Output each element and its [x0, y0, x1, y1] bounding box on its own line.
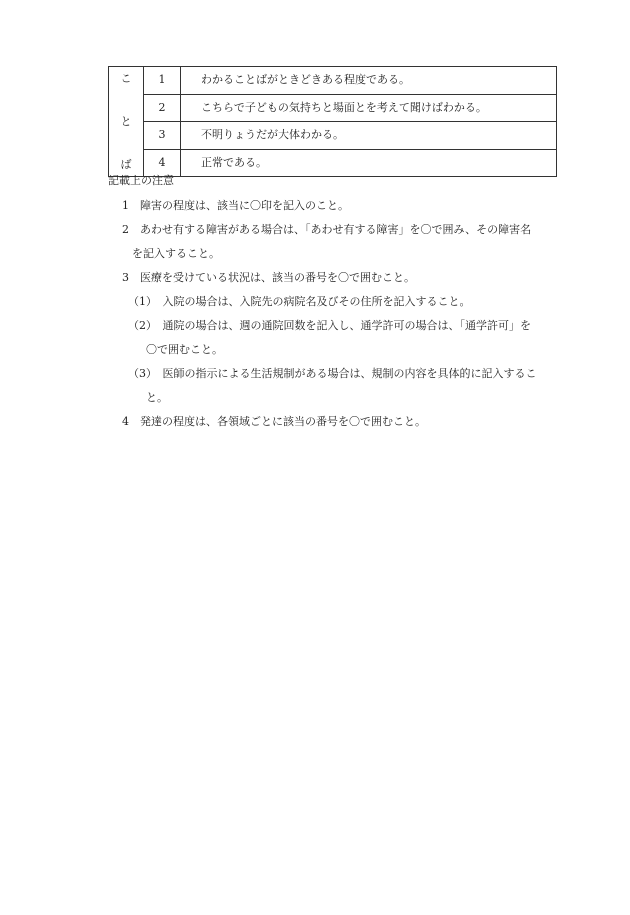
note-subitem: （1） 入院の場合は、入院先の病院名及びその住所を記入すること。 [128, 295, 471, 308]
table-row [109, 122, 557, 150]
table-row [109, 94, 557, 122]
category-char: こ [120, 72, 132, 85]
note-continuation: を記入すること。 [132, 247, 220, 260]
note-continuation: と。 [146, 391, 168, 404]
kotoba-table [108, 66, 557, 177]
row-number: 1 [144, 67, 181, 95]
row-description: 正常である。 [181, 149, 557, 177]
note-item: 2 あわせ有する障害がある場合は、「あわせ有する障害」を〇で囲み、その障害名 [122, 223, 532, 236]
note-item: 1 障害の程度は、該当に〇印を記入のこと。 [122, 199, 349, 212]
row-description: わかることばがときどきある程度である。 [181, 67, 557, 95]
row-description: 不明りょうだが大体わかる。 [181, 122, 557, 150]
table-row [109, 149, 557, 177]
note-subitem: （2） 通院の場合は、週の通院回数を記入し、通学許可の場合は、「通学許可」を [128, 319, 531, 332]
category-char: と [120, 115, 132, 128]
note-item: 4 発達の程度は、各領域ごとに該当の番号を〇で囲むこと。 [122, 415, 426, 428]
note-continuation: 〇で囲むこと。 [146, 343, 223, 356]
notes-title: 記載上の注意 [108, 174, 174, 187]
category-cell [109, 67, 144, 177]
row-number: 4 [144, 149, 181, 177]
row-number: 3 [144, 122, 181, 150]
row-description: こちらで子どもの気持ちと場面とを考えて聞けばわかる。 [181, 94, 557, 122]
note-item: 3 医療を受けている状況は、該当の番号を〇で囲むこと。 [122, 271, 415, 284]
table-row [109, 67, 557, 95]
row-number: 2 [144, 94, 181, 122]
note-subitem: （3） 医師の指示による生活規制がある場合は、規制の内容を具体的に記入するこ [128, 367, 537, 380]
category-char: ば [120, 158, 132, 171]
